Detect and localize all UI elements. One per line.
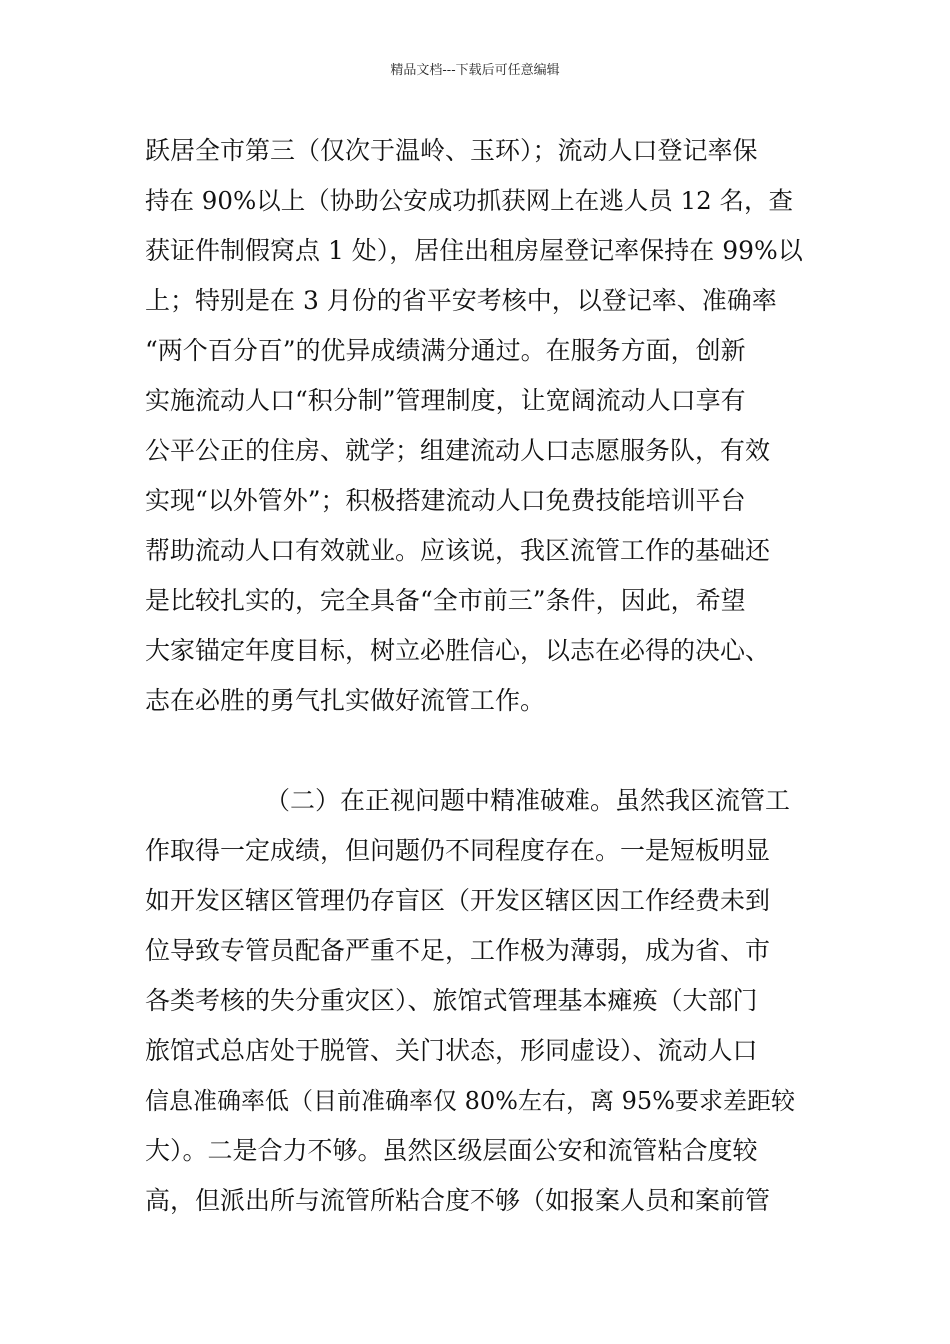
text-line: 获证件制假窝点 1 处），居住出租房屋登记率保持在 99%以 [145, 236, 803, 265]
text-line: 持在 90%以上（协助公安成功抓获网上在逃人员 12 名，查 [145, 186, 793, 215]
text-line: 实施流动人口“积分制”管理制度，让宽阔流动人口享有 [145, 386, 746, 415]
text-line: 各类考核的失分重灾区）、旅馆式管理基本瘫痪（大部门 [145, 986, 758, 1015]
paragraph-1 [145, 126, 805, 726]
page-header: 精品文档---下载后可任意编辑 [390, 63, 560, 78]
text-line: 跃居全市第三（仅次于温岭、玉环）；流动人口登记率保 [145, 136, 758, 165]
text-line: 帮助流动人口有效就业。应该说，我区流管工作的基础还 [145, 536, 771, 565]
text-line: 高，但派出所与流管所粘合度不够（如报案人员和案前管 [145, 1186, 771, 1215]
text-line: 志在必胜的勇气扎实做好流管工作。 [145, 686, 546, 715]
text-line: 大）。二是合力不够。虽然区级层面公安和流管粘合度较 [145, 1136, 758, 1165]
text-line: 作取得一定成绩，但问题仍不同程度存在。一是短板明显 [145, 836, 771, 865]
text-line: 是比较扎实的，完全具备“全市前三”条件，因此，希望 [145, 586, 746, 615]
text-line: 实现“以外管外”；积极搭建流动人口免费技能培训平台 [145, 486, 746, 515]
text-line: 上；特别是在 3 月份的省平安考核中，以登记率、准确率 [145, 286, 777, 315]
text-line: “两个百分百”的优异成绩满分通过。在服务方面，创新 [145, 336, 746, 365]
text-line-indented: （二）在正视问题中精准破难。虽然我区流管工 [265, 786, 791, 815]
text-line: 大家锚定年度目标，树立必胜信心，以志在必得的决心、 [145, 636, 771, 665]
text-line: 旅馆式总店处于脱管、关门状态，形同虚设）、流动人口 [145, 1036, 758, 1065]
paragraph-2 [145, 776, 805, 1226]
text-line: 公平公正的住房、就学；组建流动人口志愿服务队，有效 [145, 436, 771, 465]
text-line: 位导致专管员配备严重不足，工作极为薄弱，成为省、市 [145, 936, 771, 965]
text-line: 如开发区辖区管理仍存盲区（开发区辖区因工作经费未到 [145, 886, 771, 915]
text-line: 信息准确率低（目前准确率仅 80%左右，离 95%要求差距较 [145, 1087, 795, 1115]
